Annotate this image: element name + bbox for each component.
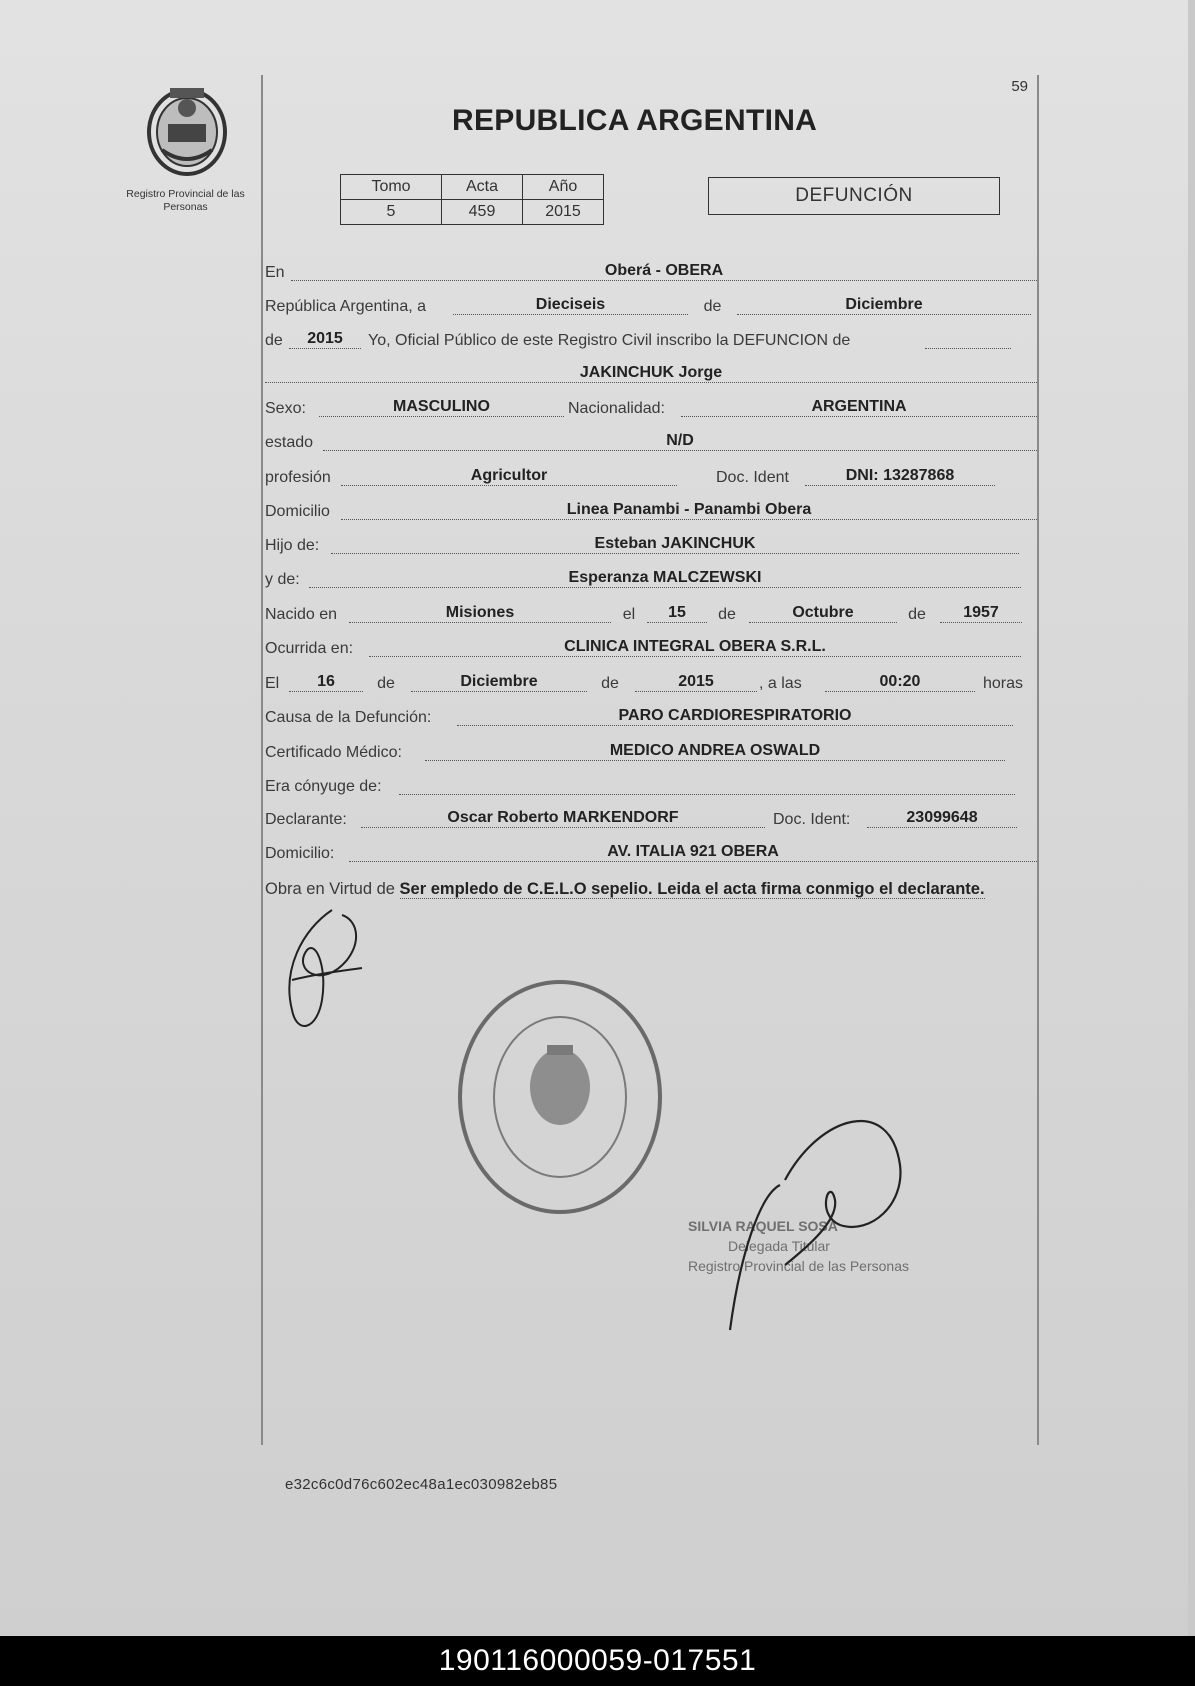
official-seal-icon xyxy=(455,975,670,1225)
field-nac-mes: Octubre xyxy=(749,604,897,623)
footer-barcode-number: 190116000059-017551 xyxy=(0,1636,1195,1686)
field-def-dia: 16 xyxy=(289,673,363,692)
label-declarante: Declarante: xyxy=(265,811,347,828)
row-causa xyxy=(265,707,1037,731)
field-blank xyxy=(925,330,1011,349)
row-domicilio-declarante xyxy=(265,843,1037,867)
field-nacionalidad: ARGENTINA xyxy=(681,398,1037,417)
label-de: de xyxy=(703,298,722,315)
anio-label: Año xyxy=(523,175,604,200)
row-profesion xyxy=(265,467,1037,491)
field-madre: Esperanza MALCZEWSKI xyxy=(309,569,1021,588)
field-mes: Diciembre xyxy=(737,296,1031,315)
label-en: En xyxy=(265,264,285,281)
field-domicilio: Linea Panambi - Panambi Obera xyxy=(341,501,1037,520)
field-obra: Ser empledo de C.E.L.O sepelio. Leida el acta firma conmigo el declarante. xyxy=(399,880,985,898)
tomo-label: Tomo xyxy=(341,175,442,200)
label-conyuge: Era cónyuge de: xyxy=(265,778,382,795)
field-sexo: MASCULINO xyxy=(319,398,564,417)
label-nacionalidad: Nacionalidad: xyxy=(568,400,665,417)
label-el-cap: El xyxy=(265,675,280,692)
stamp-official-role: Delegada Titular xyxy=(728,1238,830,1254)
row-estado xyxy=(265,432,1037,456)
label-a-las: , a las xyxy=(759,675,802,692)
defuncion-box: DEFUNCIÓN xyxy=(708,177,1000,215)
left-margin-line xyxy=(261,75,263,1445)
declarant-signature-icon xyxy=(262,900,382,1050)
stamp-official-name: SILVIA RAQUEL SOSA xyxy=(688,1218,838,1234)
row-declarante xyxy=(265,809,1037,833)
row-fecha xyxy=(265,296,1037,320)
row-nacimiento xyxy=(265,604,1037,628)
label-nacido-en: Nacido en xyxy=(265,606,338,623)
document-hash: e32c6c0d76c602ec48a1ec030982eb85 xyxy=(285,1476,558,1493)
label-doc-ident-declarante: Doc. Ident: xyxy=(773,811,851,828)
label-hijo-de: Hijo de: xyxy=(265,537,320,554)
label-obra-en-virtud: Obra en Virtud de xyxy=(265,880,395,898)
stamp-official-org: Registro Provincial de las Personas xyxy=(688,1258,909,1274)
province-coat-of-arms-icon xyxy=(140,80,235,178)
registry-caption: Registro Provincial de las Personas xyxy=(126,188,245,213)
field-nacido-en: Misiones xyxy=(349,604,611,623)
field-anio: 2015 xyxy=(289,330,361,349)
label-de-def: de xyxy=(377,675,395,692)
obra-en-virtud xyxy=(265,878,1037,900)
label-de-def-anio: de xyxy=(601,675,619,692)
label-de-nac: de xyxy=(718,606,736,623)
label-de-anio: de xyxy=(265,332,283,349)
label-y-de: y de: xyxy=(265,571,300,588)
label-de-nac-anio: de xyxy=(908,606,926,623)
row-madre xyxy=(265,569,1037,593)
row-ocurrida xyxy=(265,638,1037,662)
label-estado: estado xyxy=(265,434,314,451)
label-ocurrida-en: Ocurrida en: xyxy=(265,640,354,657)
official-signature-icon xyxy=(720,1105,920,1345)
row-nombre xyxy=(265,364,1037,388)
tomo-value: 5 xyxy=(341,200,442,225)
field-ocurrida-en: CLINICA INTEGRAL OBERA S.R.L. xyxy=(369,638,1021,657)
field-def-anio: 2015 xyxy=(635,673,757,692)
document-title: REPUBLICA ARGENTINA xyxy=(452,104,818,137)
label-certificado: Certificado Médico: xyxy=(265,744,402,761)
field-nac-anio: 1957 xyxy=(940,604,1022,623)
field-dni: DNI: 13287868 xyxy=(805,467,995,486)
field-declarante-doc: 23099648 xyxy=(867,809,1017,828)
label-profesion: profesión xyxy=(265,469,331,486)
label-el: el xyxy=(622,606,636,623)
label-domicilio-declarante: Domicilio: xyxy=(265,845,335,862)
label-republica: República Argentina, a xyxy=(265,298,426,315)
row-conyuge xyxy=(265,776,1037,800)
page-number: 59 xyxy=(1011,78,1028,95)
row-padre xyxy=(265,535,1037,559)
tomo-acta-anio-table xyxy=(340,174,604,225)
row-sexo xyxy=(265,398,1037,422)
acta-value: 459 xyxy=(442,200,523,225)
field-padre: Esteban JAKINCHUK xyxy=(331,535,1019,554)
field-dia: Dieciseis xyxy=(453,296,688,315)
label-doc-ident: Doc. Ident xyxy=(716,469,789,486)
field-causa: PARO CARDIORESPIRATORIO xyxy=(457,707,1013,726)
anio-value: 2015 xyxy=(523,200,604,225)
row-lugar xyxy=(265,262,1037,286)
acta-label: Acta xyxy=(442,175,523,200)
right-margin-line xyxy=(1037,75,1039,1445)
field-conyuge xyxy=(399,776,1015,795)
field-lugar: Oberá - OBERA xyxy=(291,262,1037,281)
row-domicilio xyxy=(265,501,1037,525)
label-horas: horas xyxy=(983,675,1024,692)
field-declarante: Oscar Roberto MARKENDORF xyxy=(361,809,765,828)
row-certificado xyxy=(265,742,1037,766)
field-nombre: JAKINCHUK Jorge xyxy=(265,364,1037,383)
field-profesion: Agricultor xyxy=(341,467,677,486)
label-domicilio: Domicilio xyxy=(265,503,330,520)
field-def-mes: Diciembre xyxy=(411,673,587,692)
field-domicilio-declarante: AV. ITALIA 921 OBERA xyxy=(349,843,1037,862)
field-nac-dia: 15 xyxy=(647,604,707,623)
label-sexo: Sexo: xyxy=(265,400,306,417)
label-causa: Causa de la Defunción: xyxy=(265,709,432,726)
field-hora: 00:20 xyxy=(825,673,975,692)
field-certificado: MEDICO ANDREA OSWALD xyxy=(425,742,1005,761)
row-fecha-defuncion xyxy=(265,673,1037,697)
row-anio xyxy=(265,330,1037,354)
field-estado: N/D xyxy=(323,432,1037,451)
label-yo-oficial: Yo, Oficial Público de este Registro Civil inscribo la DEFUNCION de xyxy=(368,332,851,349)
